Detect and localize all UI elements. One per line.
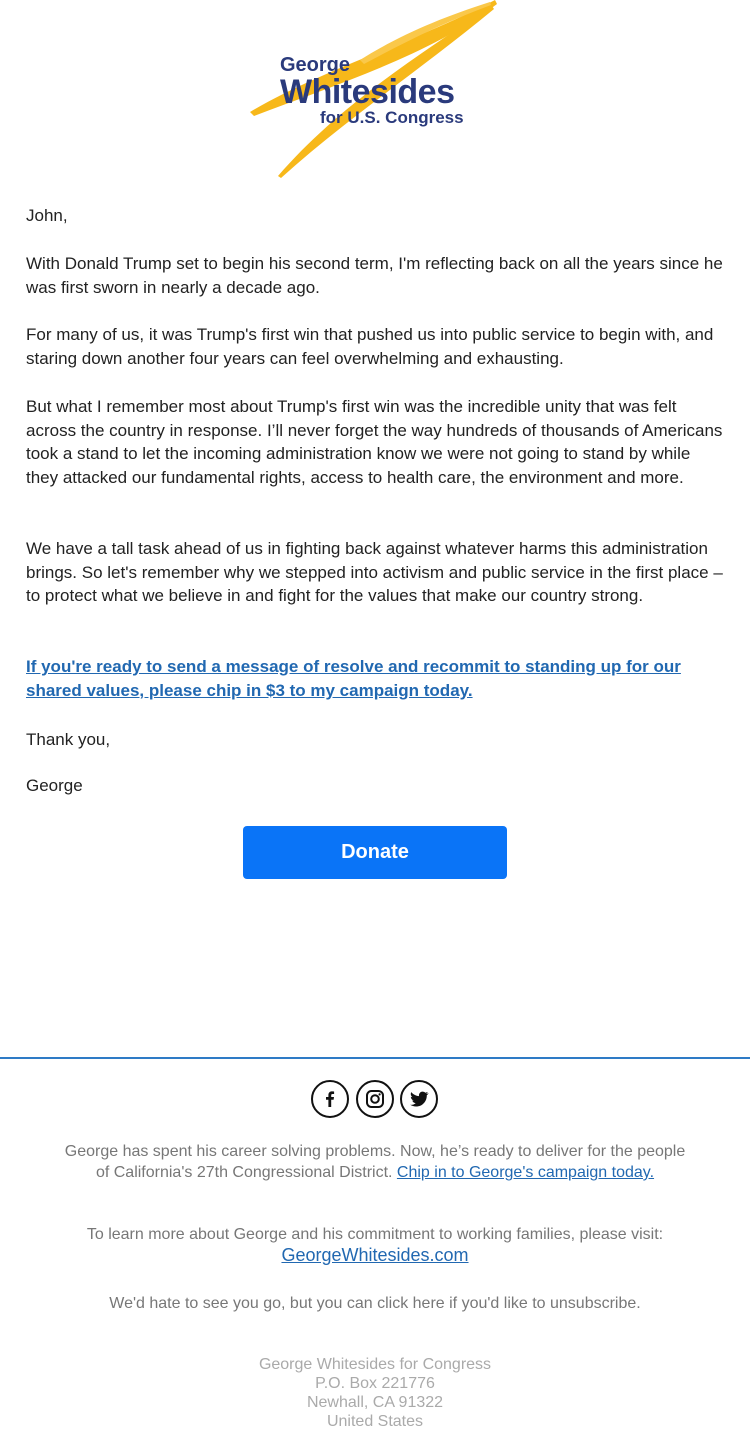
website-link[interactable]: GeorgeWhitesides.com bbox=[281, 1245, 469, 1265]
campaign-logo bbox=[240, 0, 510, 180]
logo-line-george: George bbox=[280, 54, 351, 76]
unsubscribe-text[interactable]: We'd hate to see you go, but you can click here if you'd like to unsubscribe. bbox=[109, 1295, 641, 1312]
signature: George bbox=[26, 776, 83, 795]
closing: Thank you, bbox=[26, 730, 111, 749]
address-country: United States bbox=[326, 1413, 424, 1430]
paragraph-1: With Donald Trump set to begin his second term, I'm reflecting back on all the years since he was first sworn in nearly a decade ago. bbox=[26, 254, 723, 297]
paragraph-2: For many of us, it was Trump's first win that pushed us into public service to begin with, and staring down another four years can feel overwhelming and exhausting. bbox=[26, 325, 714, 368]
cta-paragraph bbox=[26, 655, 726, 702]
mailing-address bbox=[150, 1355, 600, 1431]
donate-button[interactable]: Donate bbox=[243, 826, 507, 879]
address-po-box: P.O. Box 221776 bbox=[315, 1375, 435, 1392]
twitter-icon[interactable] bbox=[400, 1080, 438, 1118]
twitter-glyph bbox=[408, 1088, 430, 1110]
instagram-icon[interactable] bbox=[356, 1080, 394, 1118]
chip-in-link[interactable]: If you're ready to send a message of resolve and recommit to standing up for our shared values, please chip in $3 to my campaign today. bbox=[26, 657, 681, 700]
footer-about-text: George has spent his career solving problems. Now, he’s ready to deliver for the people of California's 27th Congressional District. bbox=[64, 1143, 686, 1181]
logo-line-whitesides: Whitesides bbox=[280, 73, 455, 111]
footer-divider bbox=[0, 1057, 750, 1059]
address-name: George Whitesides for Congress bbox=[258, 1356, 492, 1373]
facebook-glyph bbox=[320, 1089, 340, 1109]
footer-chip-in-link[interactable]: Chip in to George's campaign today. bbox=[396, 1164, 655, 1181]
address-city: Newhall, CA 91322 bbox=[306, 1394, 444, 1411]
footer-learn-more-text: To learn more about George and his commitment to working families, please visit: bbox=[86, 1226, 664, 1243]
footer-about bbox=[60, 1141, 690, 1183]
instagram-glyph bbox=[364, 1088, 386, 1110]
footer-learn-more bbox=[60, 1224, 690, 1267]
facebook-icon[interactable] bbox=[311, 1080, 349, 1118]
logo-line-congress: for U.S. Congress bbox=[320, 108, 464, 127]
paragraph-4: We have a tall task ahead of us in fighting back against whatever harms this administration brings. So let's remember why we stepped into activism and public service in the first place – to protect what we believe in and fight for the values that make our country strong. bbox=[26, 539, 723, 606]
greeting: John, bbox=[26, 206, 68, 225]
paragraph-3: But what I remember most about Trump's first win was the incredible unity that was felt across the country in response. I’ll never forget the way hundreds of thousands of Americans took a stand to let the incoming administration know we were not going to stand by while they attacked our fundamental rights, access to health care, the environment and more. bbox=[26, 397, 723, 487]
